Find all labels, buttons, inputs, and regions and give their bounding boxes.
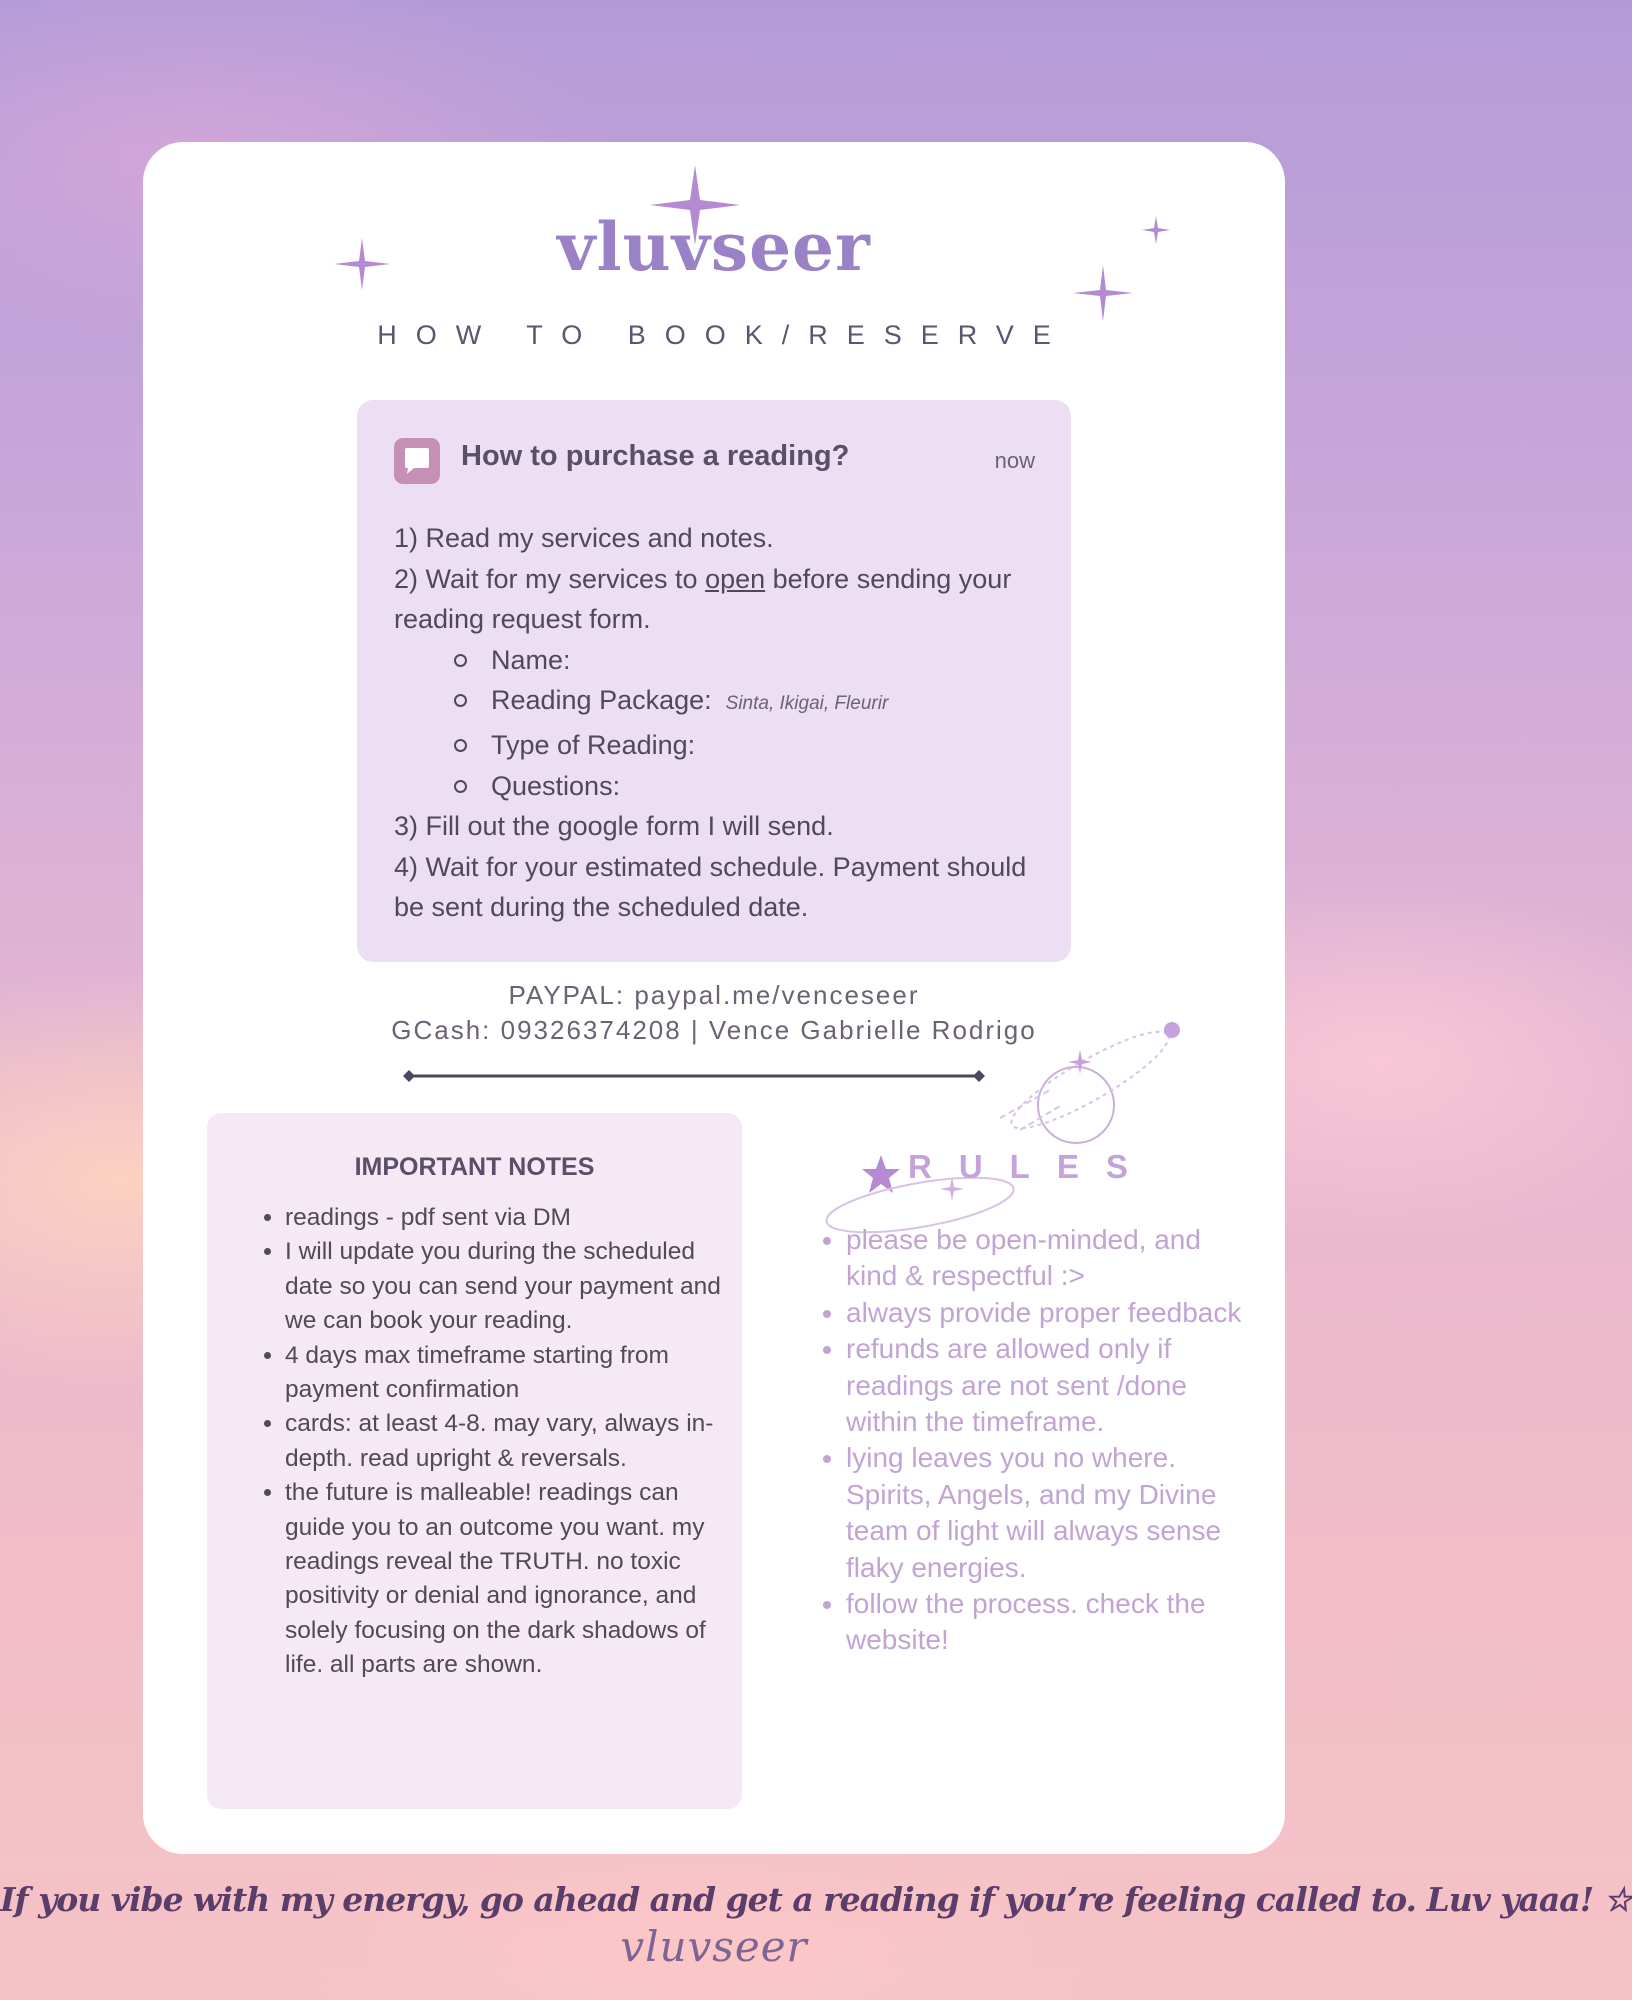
- brand-title: vluvseer: [557, 208, 871, 286]
- list-item: • readings - pdf sent via DM: [285, 1201, 727, 1235]
- notes-title: IMPORTANT NOTES: [354, 1153, 595, 1181]
- open-link-text: open: [705, 563, 766, 594]
- paypal-line: PAYPAL: paypal.me/venceseer: [508, 980, 920, 1010]
- notes-list: [207, 1201, 727, 1683]
- chat-bubble-icon: [394, 438, 440, 484]
- notification-title: How to purchase a reading?: [461, 440, 850, 472]
- gcash-line: GCash: 09326374208 | Vence Gabrielle Rodrigo: [391, 1015, 1037, 1045]
- rules-list: [808, 1222, 1248, 1659]
- list-item: • refunds are allowed only if readings are not sent /done within the timeframe.: [846, 1331, 1248, 1440]
- purchase-notification: [357, 400, 1071, 962]
- step-2: 2) Wait for my services to open before sending your reading request form.: [394, 563, 1012, 635]
- notification-body: [394, 518, 1044, 928]
- list-item: • the future is malleable! readings can guide you to an outcome you want. my readings reveal the TRUTH. no toxic positivity or denial and ignorance, and solely focusing on the dark shadows of life. all parts are shown.: [285, 1476, 727, 1682]
- planet-icon: [990, 1010, 1190, 1160]
- signature: vluvseer: [620, 1922, 808, 1971]
- step-3: 3) Fill out the google form I will send.: [394, 811, 834, 842]
- request-fields-list: [394, 640, 1044, 806]
- step-4: 4) Wait for your estimated schedule. Payment should be sent during the scheduled date.: [394, 851, 1027, 923]
- list-item: • always provide proper feedback: [846, 1295, 1248, 1331]
- list-item: • follow the process. check the website!: [846, 1586, 1248, 1659]
- list-item: • lying leaves you no where. Spirits, Angels, and my Divine team of light will always sense flaky energies.: [846, 1440, 1248, 1586]
- list-item: • please be open-minded, and kind & respectful :>: [846, 1222, 1248, 1295]
- step-1: 1) Read my services and notes.: [394, 523, 774, 553]
- list-item: • cards: at least 4-8. may vary, always in-depth. read upright & reversals.: [285, 1407, 727, 1476]
- important-notes-panel: [207, 1113, 742, 1809]
- list-item: Name:: [394, 640, 1044, 681]
- list-item: • 4 days max timeframe starting from payment confirmation: [285, 1339, 727, 1408]
- list-item: Reading Package: Sinta, Ikigai, Fleurir: [394, 680, 1044, 725]
- page-subtitle: HOW TO BOOK/RESERVE: [377, 320, 1070, 350]
- package-examples: Sinta, Ikigai, Fleurir: [725, 693, 889, 715]
- divider: [403, 1069, 985, 1083]
- notification-time: now: [994, 448, 1035, 473]
- list-item: Type of Reading:: [394, 725, 1044, 766]
- footer-message: If you vibe with my energy, go ahead and get a reading if you’re feeling called to. Luv yaaa! ☆: [0, 1880, 1632, 1919]
- list-item: • I will update you during the scheduled date so you can send your payment and we can book your reading.: [285, 1235, 727, 1338]
- rules-title: RULES: [908, 1148, 1155, 1185]
- list-item: Questions:: [394, 766, 1044, 807]
- payment-info: [0, 978, 1428, 1048]
